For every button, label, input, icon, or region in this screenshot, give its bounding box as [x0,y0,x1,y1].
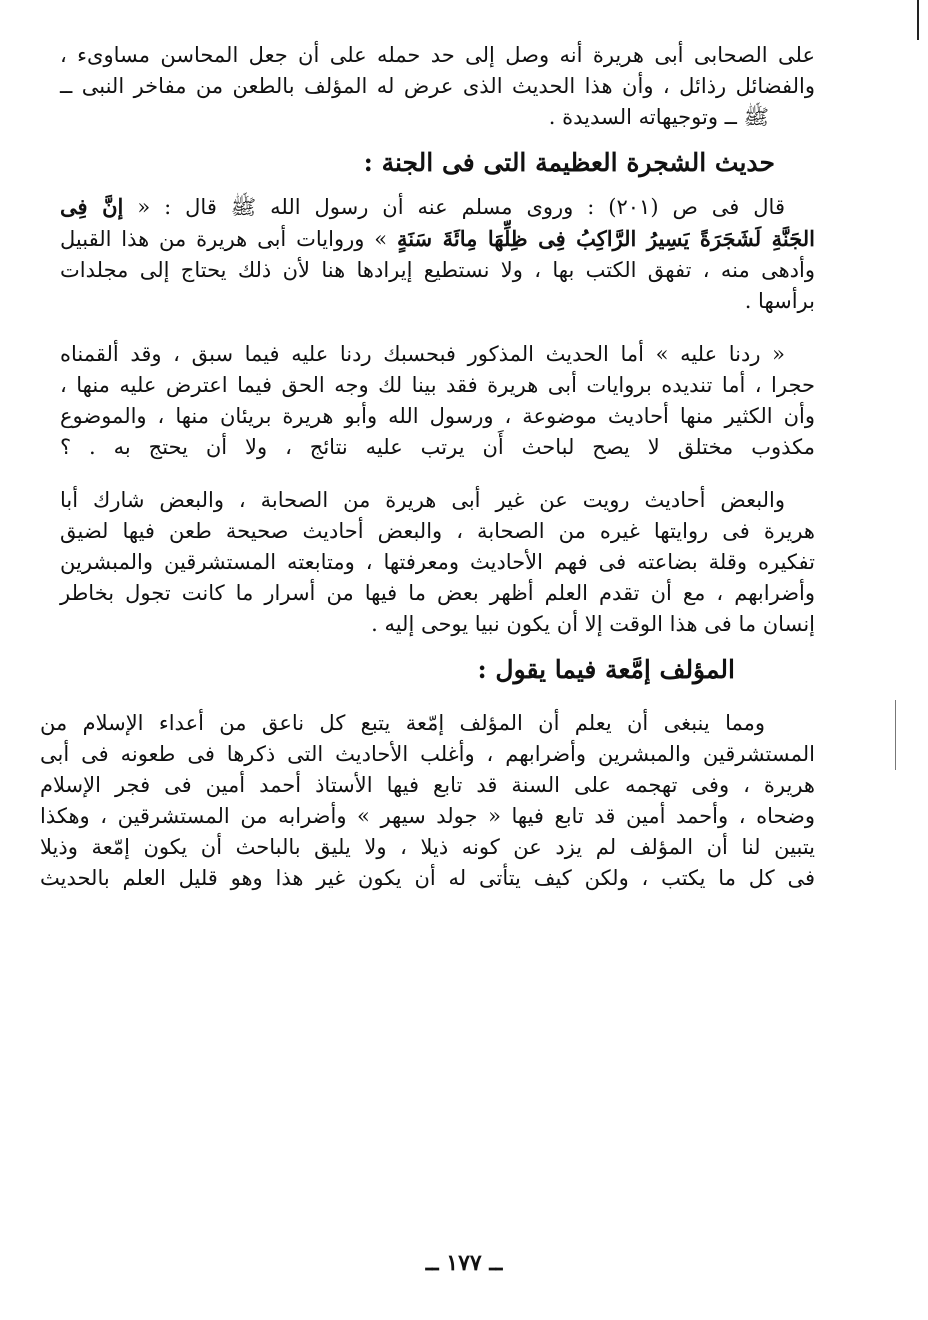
text-line: إنسان ما فى هذا الوقت إلا أن يكون نبيا يوحى إليه . [371,612,815,636]
document-page [40,40,815,894]
section-heading-imma: المؤلف إمَّعة فيما يقول : [477,655,735,684]
text-line: والفضائل رذائل ، وأن هذا الحديث الذى عرض له المؤلف بالطعن من مفاخر النبى ــ [60,74,815,98]
text-segment: قال فى ص (٢٠١) : وروى مسلم عنه أن رسول الله ﷺ قال : « [137,195,785,219]
text-line [60,223,815,255]
scan-edge-mark [917,0,919,40]
text-line: تفكيره وقلة بضاعته فى فهم الأحاديث ومعرفتها ، ومتابعته المستشرقين والمبشرين [60,550,815,574]
text-segment: » وروايات أبى هريرة من هذا القبيل [60,227,388,251]
text-line: ﷺ ــ وتوجيهاته السديدة . [548,105,769,129]
text-line: وأن الكثير منها أحاديث موضوعة ، ورسول الله وأبو هريرة بريئان منها ، والموضوع [60,404,815,428]
text-line: وضحاه ، وأحمد أمين قد تابع فيها « جولد سيهر » وأضرابه من المستشرقين ، وهكذا [40,804,815,828]
text-line: هريرة فى روايتها غيره من الصحابة ، والبعض أحاديث صحيحة طعن فيها لضيق [60,519,815,543]
scan-margin-mark [895,700,896,770]
section-heading-tree-hadith: حديث الشجرة العظيمة التى فى الجنة : [363,148,775,177]
reply-paragraph [60,339,815,463]
hadith-quote: إنَّ فِى [60,194,124,219]
text-line: يتبين لنا أن المؤلف لم يزد عن كونه ذيلا ، ولا يليق بالباحث أن يكون إمّعة وذيلا [40,835,815,859]
imma-paragraph [40,708,815,894]
text-line: على الصحابى أبى هريرة أنه وصل إلى حد حمله على أن جعل المحاسن مساوىء ، [60,43,815,67]
text-line: هريرة ، وفى تهجمه على السنة قد تابع فيها الأستاذ أحمد أمين فى فجر الإسلام [40,773,815,797]
text-line: ومما ينبغى أن يعلم أن المؤلف إمّعة يتبع كل ناعق من أعداء الإسلام من [40,711,765,735]
tree-hadith-paragraph [60,191,815,317]
text-line: « ردنا عليه » أما الحديث المذكور فبحسبك ردنا عليه فيما سبق ، وقد ألقمناه [60,342,785,366]
other-hadith-paragraph [60,485,815,640]
text-line [60,191,815,223]
text-line: وأضرابهم ، مع أن تقدم العلم أظهر بعض ما فيها من أسرار ما كانت تجول بخاطر [60,581,815,605]
page-number: ــ ١٧٧ ــ [425,1250,503,1276]
text-line: برأسها . [744,289,815,313]
hadith-quote: الجَنَّةِ لَشَجَرَةً يَسِيرُ الرَّاكِبُ فِى ظِلِّهَا مِائَةَ سَنَةٍ [396,226,815,251]
text-line: حجرا ، أما تنديده بروايات أبى هريرة فقد بينا لك وجه الحق فيما اعترض عليه منها ، [60,373,815,397]
text-line: والبعض أحاديث رويت عن غير أبى هريرة من الصحابة ، والبعض شارك أبا [60,488,785,512]
text-line: فى كل ما يكتب ، ولكن كيف يتأتى له أن يكون غير هذا وهو قليل العلم بالحديث [40,866,815,890]
intro-paragraph [60,40,815,133]
text-line: مكذوب مختلق لا يصح لباحث أَن يرتب عليه نتائج ، ولا أن يحتج به . ؟ [60,435,815,459]
text-line: المستشرقين والمبشرين وأضرابهم ، وأغلب الأحاديث التى ذكرها فى طعونه فى أبى [40,742,815,766]
text-line: وأدهى منه ، تفهق الكتب بها ، ولا نستطيع إيرادها هنا لأن ذلك يحتاج إلى مجلدات [60,258,815,282]
